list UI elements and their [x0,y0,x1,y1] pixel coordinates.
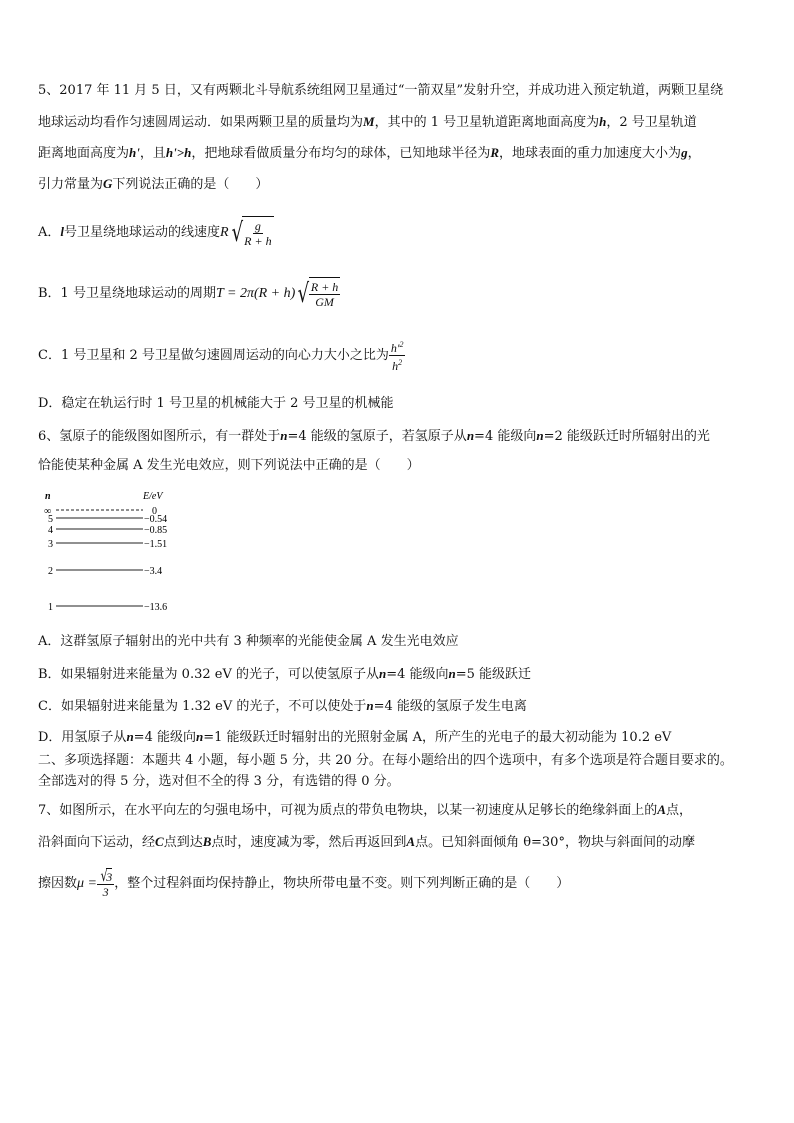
q5-line-4 [38,174,268,195]
q5-text: 下列说法正确的是（ ） [112,177,269,192]
q5-stem-part: 5、2017 年 11 月 5 日，又有两颗北斗导航系统组网卫星通过“一箭双星”发射升空，并成功进入预定轨道，两颗卫星绕 [38,83,724,98]
q7-text: 点到达 [163,835,203,850]
section-text: 二、多项选择题：本题共 4 小题，每小题 5 分，共 20 分。在每小题给出的四个选项中，有多个选项是符合题目要求的。 [38,753,733,768]
q7-text: 擦因数 [38,876,78,891]
option-text: =4 能级向 [133,730,196,745]
numerator: R + h [310,280,339,294]
fraction [389,338,406,373]
q6-option-a [38,632,459,652]
denominator: GM [315,295,334,309]
q6-var-n: n [366,698,374,713]
section-2-instructions-1 [38,751,733,771]
q5-var-ineq: h'>h [165,145,192,160]
q5-text: 距离地面高度为 [38,146,130,161]
q5-var-hprime: h' [129,145,140,160]
option-text: D．用氢原子从 [38,730,127,745]
sqrt-formula [295,277,340,311]
q7-var-C: C [155,834,164,849]
numerator: 3 [106,869,113,884]
radical-sign: √ [100,866,108,886]
level-energy-label: −13.6 [144,602,168,613]
q5-var-g: g [681,145,688,160]
q5-option-c [38,336,405,376]
q6-var-n: n [536,428,544,443]
q7-text: 点时，速度减为零，然后再返回到 [211,835,407,850]
sqrt-formula [229,216,274,250]
option-text: A．这群氢原子辐射出的光中共有 3 种频率的光能使金属 A 发生光电效应 [38,634,459,649]
q7-text: 点。已知斜面倾角 θ=30°，物块与斜面间的动摩 [415,835,695,850]
option-text: =5 能级跃迁 [455,667,532,682]
q5-line-3 [38,143,701,164]
q5-line-1 [38,81,723,101]
q5-var-M: M [363,114,375,129]
option-text: =4 能级向 [386,667,449,682]
q5-var-h: h [599,114,607,129]
q7-text: 7、如图所示，在水平向左的匀强电场中，可视为质点的带负电物块，以某一初速度从足够长的绝缘斜面上的 [38,803,658,818]
q6-var-n: n [280,428,288,443]
level-n-label: 5 [48,514,53,525]
formula-R: R [220,225,229,240]
section-text: 全部选对的得 5 分，选对但不全的得 3 分，有选错的得 0 分。 [38,774,400,789]
q6-var-n: n [378,666,387,681]
q6-line-1 [38,426,710,447]
level-energy-label: 0 [152,506,157,517]
level-energy-label: −0.85 [144,525,168,536]
n-axis-header: n [45,491,51,502]
option-text: B．1 号卫星绕地球运动的周期 [38,286,216,301]
formula-mu: μ = [77,876,97,891]
level-n-label: 2 [48,566,53,577]
q6-option-c [38,696,527,717]
energy-level-diagram [40,488,200,616]
formula-T: T = 2π(R + h) [215,286,296,301]
level-n-label: ∞ [44,506,52,517]
q6-text: =2 能级跃迁时所辐射出的光 [543,429,710,444]
numerator: g [254,219,261,233]
option-text: =1 能级跃迁时辐射出的光照射金属 A，所产生的光电子的最大初动能为 10.2 eV [203,730,672,745]
q5-option-d [38,394,394,414]
q5-text: 地球运动均看作匀速圆周运动．如果两颗卫星的质量均为 [38,115,364,130]
q5-var-G: G [103,176,113,191]
q6-text: =4 能级向 [474,429,537,444]
q5-option-a [38,214,274,251]
q7-var-A: A [657,802,666,817]
q5-text: ，其中的 1 号卫星轨道距离地面高度为 [374,115,600,130]
q6-option-d [38,727,671,748]
superscript: 2 [398,358,403,367]
option-label: A． [38,225,61,240]
q6-var-n: n [466,428,475,443]
section-2-instructions-2 [38,772,400,792]
q7-line-1 [38,800,692,821]
q6-text: =4 能级的氢原子，若氢原子从 [287,429,467,444]
fraction [242,219,273,248]
q5-var-l: l [60,224,65,239]
q6-option-b [38,664,531,685]
denominator: R + h [244,234,272,248]
radical-sign: √ [231,217,243,248]
fraction [309,280,340,309]
q5-text: 引力常量为 [38,177,104,192]
q6-line-2 [38,456,420,476]
q5-text: ， [687,146,701,161]
q7-var-B: B [202,834,212,849]
q7-line-2 [38,832,695,853]
option-text: 号卫星绕地球运动的线速度 [64,225,221,240]
q6-var-n: n [448,666,456,681]
q5-text: ，2 号卫星轨道 [606,115,697,130]
denominator: h [392,359,399,373]
option-text: B．如果辐射进来能量为 0.32 eV 的光子，可以使氢原子从 [38,667,379,682]
q6-var-n: n [126,729,134,744]
energy-axis-header: E/eV [143,491,163,502]
denominator: 3 [102,885,109,900]
q5-text: ，把地球看做质量分布均匀的球体，已知地球半径为 [191,146,491,161]
level-n-label: 1 [48,602,53,613]
superscript: 2 [399,340,404,349]
q7-var-A: A [406,834,416,849]
q7-line-3 [38,864,569,904]
q6-var-n: n [195,729,204,744]
numerator: h' [390,341,400,355]
q5-text: ，地球表面的重力加速度大小为 [499,146,682,161]
q7-text: 沿斜面向下运动，经 [38,835,156,850]
option-text: D．稳定在轨运行时 1 号卫星的机械能大于 2 号卫星的机械能 [38,396,394,411]
level-energy-label: −3.4 [144,566,163,577]
q7-text: 点， [665,803,692,818]
option-text: C．1 号卫星和 2 号卫星做匀速圆周运动的向心力大小之比为 [38,348,389,363]
q5-text: ，且 [139,146,166,161]
level-n-label: 3 [48,539,53,550]
q7-text: ，整个过程斜面均保持静止，物块所带电量不变。则下列判断正确的是（ ） [114,876,570,891]
q5-var-R: R [490,145,500,160]
option-text: =4 能级的氢原子发生电离 [373,699,527,714]
radical-sign: √ [297,278,310,309]
option-text: C．如果辐射进来能量为 1.32 eV 的光子，不可以使处于 [38,699,367,714]
q6-text: 6、氢原子的能级图如图所示，有一群处于 [38,429,281,444]
q5-line-2 [38,112,697,133]
fraction [97,868,114,899]
level-n-label: 4 [48,525,53,536]
level-energy-label: −1.51 [144,539,168,550]
sqrt-formula [99,868,112,884]
q6-text: 恰能使某种金属 A 发生光电效应，则下列说法中正确的是（ ） [38,458,420,473]
level-energy-label: −0.54 [144,514,168,525]
q5-option-b [38,274,340,314]
